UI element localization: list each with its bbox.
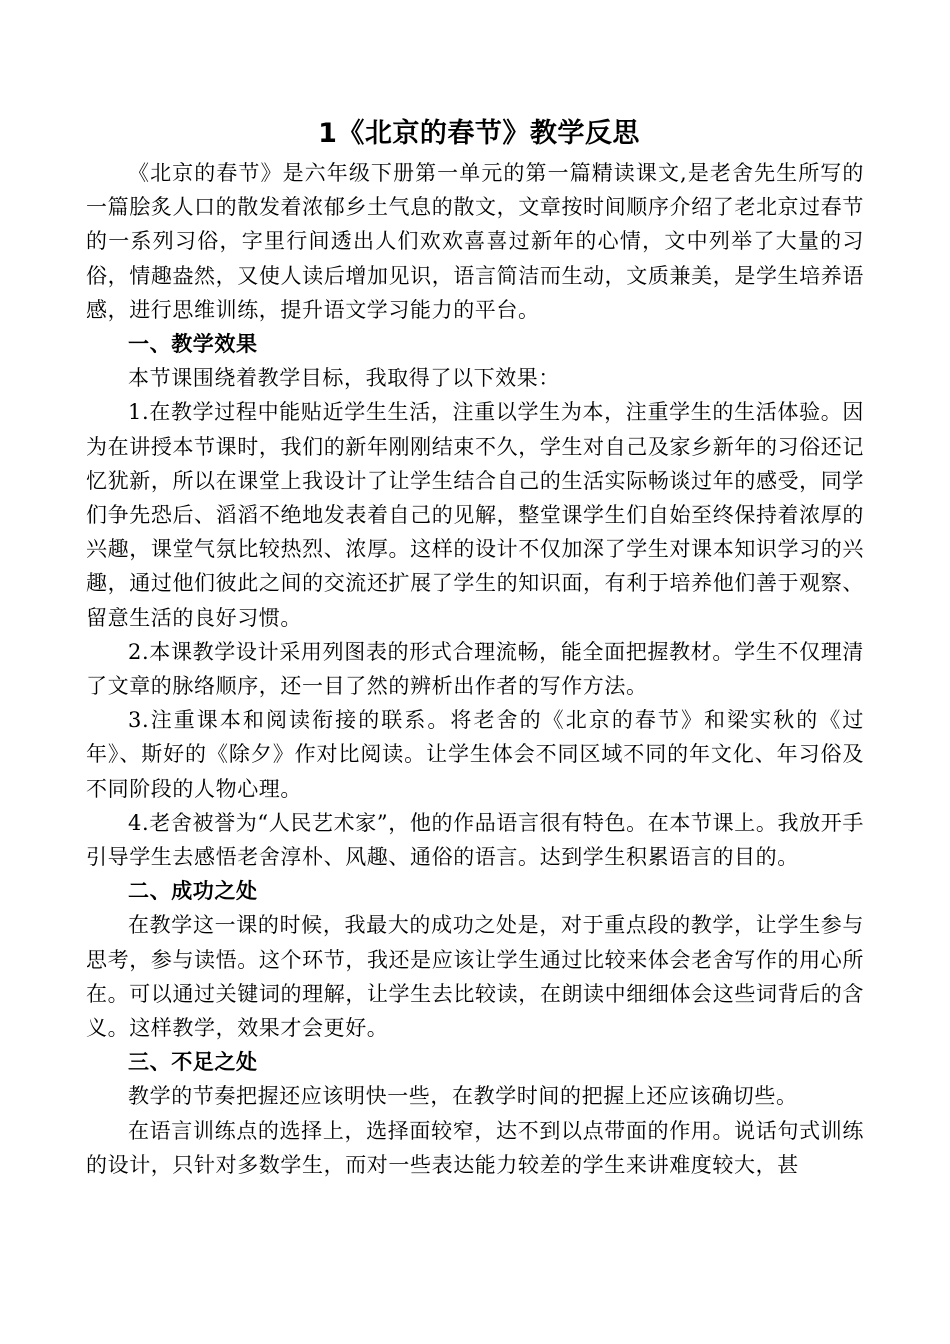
section3-paragraph-1: 教学的节奏把握还应该明快一些，在教学时间的把握上还应该确切些。 [128,1084,798,1109]
section2-paragraph: 在教学这一课的时候，我最大的成功之处是，对于重点段的教学，让学生参与思考，参与读悟。这个环节，我还是应该让学生通过比较来体会老舍写作的用心所在。可以通过关键词的理解，让学生去比较读，在朗读中细细体会这些词背后的含义。这样教学，效果才会更好。 [86,913,864,1041]
document-page [86,112,864,1182]
section1-item-3: 3.注重课本和阅读衔接的联系。将老舍的《北京的春节》和梁实秋的《过年》、斯好的《除夕》作对比阅读。让学生体会不同区域不同的年文化、年习俗及不同阶段的人物心理。 [86,708,864,801]
section1-item-2: 2.本课教学设计采用列图表的形式合理流畅，能全面把握教材。学生不仅理清了文章的脉络顺序，还一目了然的辨析出作者的写作方法。 [86,639,864,699]
section1-lead-paragraph: 本节课围绕着教学目标，我取得了以下效果： [128,366,560,391]
section-heading-teaching-effect: 一、教学效果 [128,332,258,357]
section1-item-1: 1.在教学过程中能贴近学生生活，注重以学生为本，注重学生的生活体验。因为在讲授本节课时，我们的新年刚刚结束不久，学生对自己及家乡新年的习俗还记忆犹新，所以在课堂上我设计了让学生结合自己的生活实际畅谈过年的感受，同学们争先恐后、滔滔不绝地发表着自己的见解，整堂课学生们自始至终保持着浓厚的兴趣，课堂气氛比较热烈、浓厚。这样的设计不仅加深了学生对课本知识学习的兴趣，通过他们彼此之间的交流还扩展了学生的知识面，有利于培养他们善于观察、留意生活的良好习惯。 [86,400,864,630]
section3-paragraph-2: 在语言训练点的选择上，选择面较窄，达不到以点带面的作用。说话句式训练的设计，只针对多数学生，而对一些表达能力较差的学生来讲难度较大，甚 [86,1118,864,1177]
intro-paragraph: 《北京的春节》是六年级下册第一单元的第一篇精读课文,是老舍先生所写的一篇脍炙人口的散发着浓郁乡土气息的散文，文章按时间顺序介绍了老北京过春节的一系列习俗，字里行间透出人们欢欢喜喜过新年的心情，文中列举了大量的习俗，情趣盎然，又使人读后增加见识，语言简洁而生动，文质兼美，是学生培养语感，进行思维训练，提升语文学习能力的平台。 [86,161,864,322]
section1-item-4: 4.老舍被誉为“人民艺术家”，他的作品语言很有特色。在本节课上。我放开手引导学生去感悟老舍淳朴、风趣、通俗的语言。达到学生积累语言的目的。 [86,810,864,870]
document-title: 1《北京的春节》教学反思 [318,118,640,149]
section-heading-shortcomings: 三、不足之处 [128,1050,258,1075]
section-heading-success: 二、成功之处 [128,879,258,904]
